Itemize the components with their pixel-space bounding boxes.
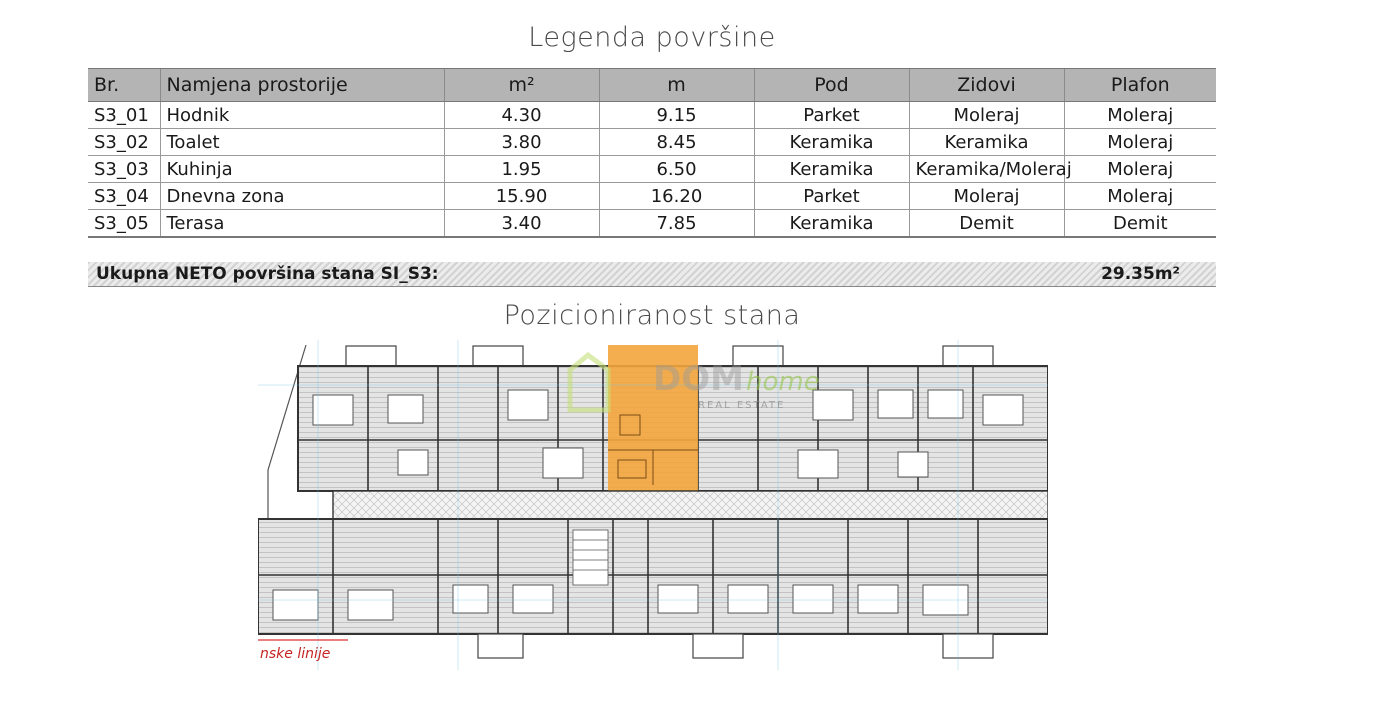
total-area-bar [88,262,1216,287]
cell-namjena: Kuhinja [160,156,444,183]
cell-m2: 3.80 [444,129,599,156]
cell-namjena: Terasa [160,210,444,238]
cell-pod: Keramika [754,156,909,183]
cell-br: S3_04 [88,183,160,210]
cell-zidovi: Keramika/Moleraj [909,156,1064,183]
table-row [88,129,1216,156]
floor-plan-drawing [258,340,1048,670]
cell-plafon: Moleraj [1064,156,1216,183]
cell-br: S3_03 [88,156,160,183]
table-row [88,156,1216,183]
cell-namjena: Toalet [160,129,444,156]
cell-br: S3_02 [88,129,160,156]
legend-title: Legenda površine [528,22,776,53]
position-title: Pozicioniranost stana [503,300,801,331]
header-br: Br. [88,69,160,102]
floor-plan [258,340,1048,670]
table-header-row [88,69,1216,102]
total-area-value: 29.35m² [1101,264,1180,284]
cell-pod: Keramika [754,210,909,238]
header-namjena: Namjena prostorije [160,69,444,102]
cell-zidovi: Demit [909,210,1064,238]
header-m: m [599,69,754,102]
cell-zidovi: Moleraj [909,183,1064,210]
cell-m2: 3.40 [444,210,599,238]
cell-m: 9.15 [599,102,754,129]
cell-namjena: Dnevna zona [160,183,444,210]
cell-br: S3_05 [88,210,160,238]
cell-br: S3_01 [88,102,160,129]
cell-plafon: Moleraj [1064,129,1216,156]
watermark-brand: DOM [653,359,744,399]
watermark-brand-home: home [746,367,820,397]
table-row [88,210,1216,238]
header-plafon: Plafon [1064,69,1216,102]
cell-plafon: Moleraj [1064,183,1216,210]
cell-pod: Parket [754,183,909,210]
cell-namjena: Hodnik [160,102,444,129]
cell-m2: 1.95 [444,156,599,183]
header-zidovi: Zidovi [909,69,1064,102]
cell-pod: Parket [754,102,909,129]
total-area-label: Ukupna NETO površina stana SI_S3: [96,264,439,284]
header-pod: Pod [754,69,909,102]
corner-note: nske linije [260,646,331,662]
cell-m: 16.20 [599,183,754,210]
cell-plafon: Demit [1064,210,1216,238]
table-row [88,102,1216,129]
cell-zidovi: Keramika [909,129,1064,156]
table-row [88,183,1216,210]
cell-m: 8.45 [599,129,754,156]
cell-pod: Keramika [754,129,909,156]
cell-zidovi: Moleraj [909,102,1064,129]
cell-plafon: Moleraj [1064,102,1216,129]
header-m2: m² [444,69,599,102]
cell-m: 6.50 [599,156,754,183]
cell-m2: 4.30 [444,102,599,129]
watermark-subtitle: REAL ESTATE [698,400,786,411]
cell-m: 7.85 [599,210,754,238]
area-legend-table [88,68,1216,238]
cell-m2: 15.90 [444,183,599,210]
